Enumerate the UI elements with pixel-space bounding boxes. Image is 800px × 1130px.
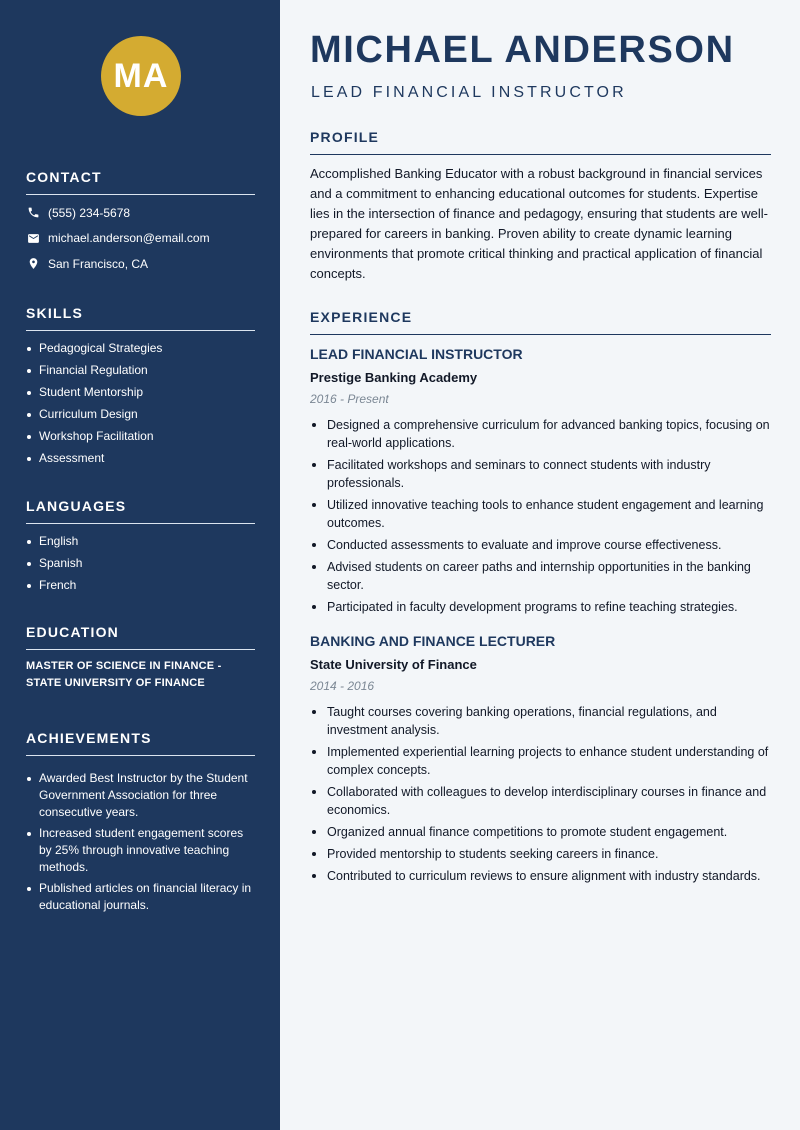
skill-item: Assessment [26, 450, 258, 467]
job-dates: 2016 - Present [310, 392, 389, 406]
languages-list [26, 533, 258, 599]
job-bullet: Contributed to curriculum reviews to ensure alignment with industry standards. [310, 867, 771, 885]
job-bullet: Organized annual finance competitions to promote student engagement. [310, 823, 771, 841]
education-item: MASTER OF SCIENCE IN FINANCE - STATE UNIVERSITY OF FINANCE [26, 660, 222, 689]
contact-email[interactable] [26, 230, 256, 247]
contact-location-text: San Francisco, CA [48, 256, 149, 271]
contact-email-text: michael.anderson@email.com [48, 231, 210, 245]
language-item: English [26, 533, 258, 550]
achievements-heading: ACHIEVEMENTS [26, 730, 255, 756]
job-bullet: Advised students on career paths and internship opportunities in the banking sector. [310, 558, 771, 594]
experience-entry [310, 633, 771, 889]
job-bullets [310, 416, 771, 616]
job-bullet: Taught courses covering banking operations, financial regulations, and investment analysis. [310, 703, 771, 739]
job-bullet: Collaborated with colleagues to develop interdisciplinary courses in finance and economics. [310, 783, 771, 819]
job-bullets [310, 703, 771, 885]
job-bullet: Conducted assessments to evaluate and improve course effectiveness. [310, 536, 771, 554]
job-bullet: Facilitated workshops and seminars to connect students with industry professionals. [310, 456, 771, 492]
job-bullet: Provided mentorship to students seeking careers in finance. [310, 845, 771, 863]
job-bullet: Utilized innovative teaching tools to enhance student engagement and learning outcomes. [310, 496, 771, 532]
skill-item: Pedagogical Strategies [26, 340, 258, 357]
achievement-item: Awarded Best Instructor by the Student Government Association for three consecutive years. [26, 770, 258, 821]
experience-heading: EXPERIENCE [310, 309, 771, 335]
achievement-item: Published articles on financial literacy in educational journals. [26, 880, 258, 914]
location-icon [26, 257, 40, 271]
phone-icon [26, 206, 40, 220]
job-company: State University of Finance [310, 657, 477, 672]
contact-location [26, 255, 256, 272]
languages-heading: LANGUAGES [26, 498, 255, 524]
skill-item: Financial Regulation [26, 362, 258, 379]
avatar-initials: MA [113, 56, 169, 95]
skills-list [26, 340, 258, 472]
contact-phone-text: (555) 234-5678 [48, 205, 131, 220]
contact-phone[interactable] [26, 204, 256, 221]
skill-item: Workshop Facilitation [26, 428, 258, 445]
contact-heading: CONTACT [26, 169, 255, 195]
skills-heading: SKILLS [26, 305, 255, 331]
contact-list [26, 204, 256, 281]
job-role: BANKING AND FINANCE LECTURER [310, 633, 556, 649]
person-name: MICHAEL ANDERSON [310, 29, 735, 71]
profile-heading: PROFILE [310, 129, 771, 155]
job-bullet: Implemented experiential learning projects to enhance student understanding of complex concepts. [310, 743, 771, 779]
job-bullet: Participated in faculty development programs to refine teaching strategies. [310, 598, 771, 616]
achievements-list [26, 770, 258, 918]
job-role: LEAD FINANCIAL INSTRUCTOR [310, 346, 523, 362]
person-title: LEAD FINANCIAL INSTRUCTOR [311, 84, 627, 101]
email-icon [26, 231, 40, 245]
skill-item: Student Mentorship [26, 384, 258, 401]
job-bullet: Designed a comprehensive curriculum for advanced banking topics, focusing on real-world applications. [310, 416, 771, 452]
education-heading: EDUCATION [26, 624, 255, 650]
avatar [101, 36, 181, 116]
achievement-item: Increased student engagement scores by 25% through innovative teaching methods. [26, 825, 258, 876]
resume-sidebar [0, 0, 280, 1130]
experience-entry [310, 346, 771, 620]
job-dates: 2014 - 2016 [310, 679, 375, 693]
job-company: Prestige Banking Academy [310, 370, 478, 385]
language-item: Spanish [26, 555, 258, 572]
skill-item: Curriculum Design [26, 406, 258, 423]
language-item: French [26, 577, 258, 594]
profile-text: Accomplished Banking Educator with a robust background in financial services and a commitment to enhancing educational outcomes for students. Expertise lies in the intersection of finance and pedagogy, ensuring that students are well-prepared for careers in banking. Proven ability to create dynamic learning environments that promote critical thinking and practical application of financial concepts. [310, 166, 768, 281]
